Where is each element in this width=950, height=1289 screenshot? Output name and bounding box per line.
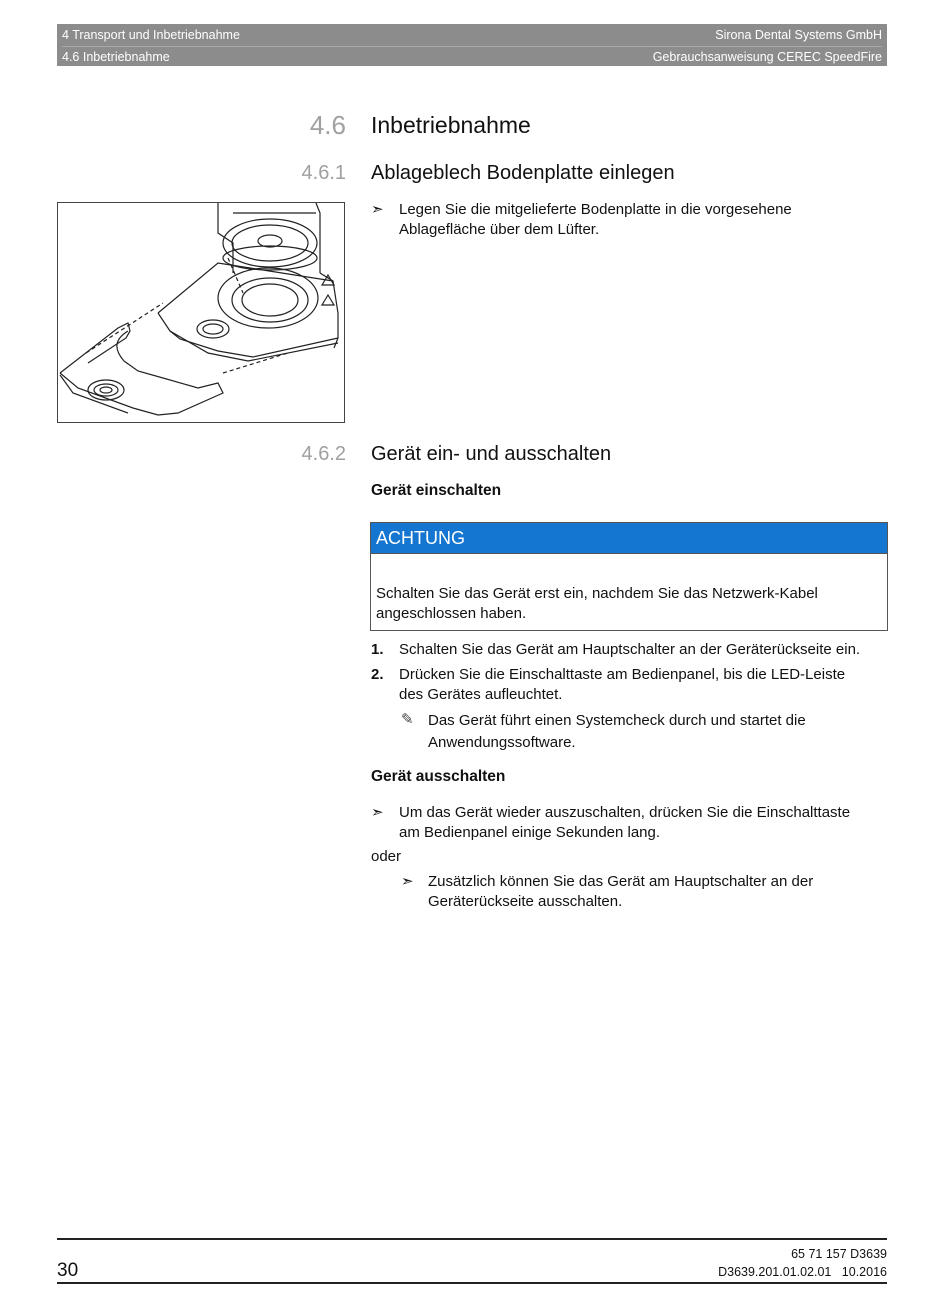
switch-on-step-2 [399,665,887,705]
switch-off-step-line1: Um das Gerät wieder auszuschalten, drücken Sie die Einschalttaste [399,804,851,821]
step-number-2: 2. [371,666,384,683]
footer-top-rule [57,1238,887,1240]
switch-off-heading: Gerät ausschalten [371,768,506,785]
switch-on-step-1: Schalten Sie das Gerät am Hauptschalter an der Geräterückseite ein. [399,641,861,658]
switch-off-step [399,803,887,843]
caution-text-line2: angeschlossen haben. [376,605,527,622]
bottom-plate-illustration [57,202,345,423]
section-title: Inbetriebnahme [371,112,531,138]
header-chapter: 4 Transport und Inbetriebnahme [62,28,240,42]
caution-text [376,584,881,624]
result-text-line1: Das Gerät führt einen Systemcheck durch und startet die [428,712,806,729]
result-text [428,710,887,754]
or-text: oder [371,848,402,865]
result-marker-icon: ✎ [401,711,414,728]
action-bullet-1: ➣ [371,201,384,218]
header-section: 4.6 Inbetriebnahme [62,50,170,64]
step-number-1: 1. [371,641,384,658]
header-company: Sirona Dental Systems GmbH [715,28,882,42]
action-bullet-2: ➣ [371,804,384,821]
section-number: 4.6 [309,110,346,140]
switch-on-step-2-line1: Drücken Sie die Einschalttaste am Bedienpanel, bis die LED-Leiste [399,666,846,683]
alternative-step-line1: Zusätzlich können Sie das Gerät am Hauptschalter an der [428,873,814,890]
alternative-step-line2: Geräterückseite ausschalten. [428,893,623,910]
switch-off-step-line2: am Bedienpanel einige Sekunden lang. [399,824,661,841]
caution-text-line1: Schalten Sie das Gerät erst ein, nachdem Sie das Netzwerk-Kabel [376,585,818,602]
subsection-title-1: Ablageblech Bodenplatte einlegen [371,162,675,184]
page-number: 30 [57,1260,79,1281]
subsection-number-1: 4.6.1 [301,162,346,184]
subsection-number-2: 4.6.2 [301,443,346,465]
step-text-1-line1: Legen Sie die mitgelieferte Bodenplatte in die vorgesehene [399,201,792,218]
footer-bottom-rule [57,1282,887,1284]
header-manual: Gebrauchsanweisung CEREC SpeedFire [652,50,882,64]
step-text-1-line2: Ablagefläche über dem Lüfter. [399,221,600,238]
action-bullet-3: ➣ [401,873,414,890]
alternative-step [428,872,887,912]
switch-on-heading: Gerät einschalten [371,482,502,499]
running-header [57,24,887,66]
subsection-title-2: Gerät ein- und ausschalten [371,443,612,465]
switch-on-step-2-line2: des Gerätes aufleuchtet. [399,686,563,703]
result-text-line2: Anwendungssoftware. [428,734,576,751]
document-id: D3639.201.01.02.01 10.2016 [718,1265,887,1279]
step-text-1 [399,200,887,240]
caution-notice [370,522,888,631]
device-drawing [58,203,344,422]
order-number: 65 71 157 D3639 [791,1247,887,1261]
caution-label: ACHTUNG [371,523,887,554]
